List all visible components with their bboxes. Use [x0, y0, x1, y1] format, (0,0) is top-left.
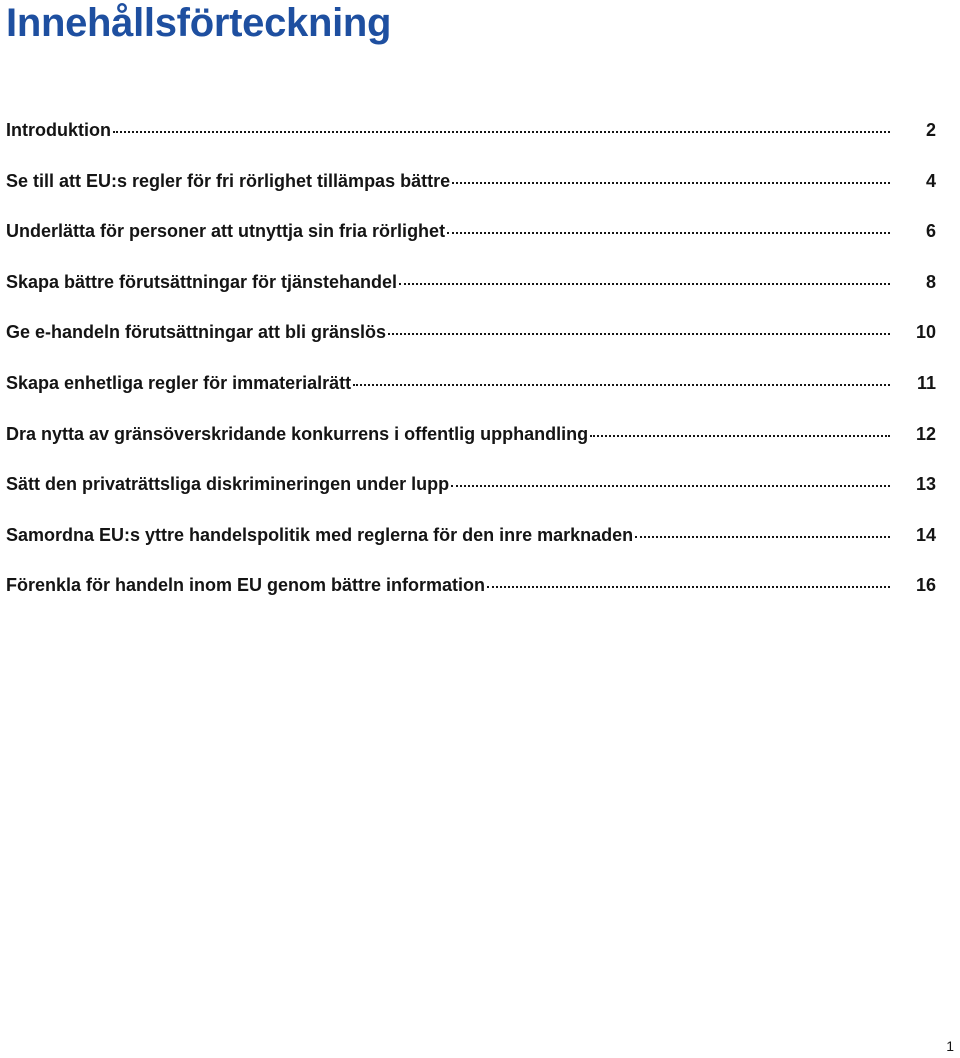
- toc-entry[interactable]: [6, 217, 936, 268]
- page-title: Innehållsförteckning: [6, 1, 392, 45]
- toc-entry-title: Introduktion: [6, 120, 111, 140]
- toc-entry-title: Skapa bättre förutsättningar för tjänstehandel: [6, 271, 398, 292]
- dot-leader: [452, 164, 890, 184]
- toc-entry-page: 10: [915, 322, 936, 343]
- toc-entry[interactable]: [6, 318, 936, 369]
- toc-entry-title: Samordna EU:s yttre handelspolitik med reglerna för den inre marknaden: [6, 524, 634, 545]
- toc-entry-title: Förenkla för handeln inom EU genom bättre information: [6, 575, 486, 596]
- toc-entry-page: 14: [915, 524, 936, 545]
- toc-entry-page: 13: [915, 474, 936, 495]
- toc-entry[interactable]: [6, 470, 936, 521]
- table-of-contents: [6, 116, 936, 622]
- toc-entry-title: Dra nytta av gränsöverskridande konkurrens i offentlig upphandling: [6, 423, 589, 444]
- dot-leader: [635, 518, 890, 538]
- dot-leader: [113, 113, 890, 133]
- toc-entry[interactable]: [6, 116, 936, 167]
- toc-entry-page: 8: [925, 271, 936, 292]
- toc-entry-title: Sätt den privaträttsliga diskrimineringen under lupp: [6, 474, 450, 495]
- toc-entry-page: 11: [916, 372, 936, 393]
- toc-entry-page: 2: [925, 120, 936, 140]
- toc-entry-page: 12: [915, 423, 936, 444]
- toc-entry[interactable]: [6, 521, 936, 572]
- toc-entry[interactable]: [6, 167, 936, 218]
- dot-leader: [590, 417, 890, 437]
- toc-entry-page: 4: [925, 170, 936, 191]
- toc-entry[interactable]: [6, 571, 936, 622]
- dot-leader: [388, 315, 890, 335]
- page-number: 1: [946, 1038, 954, 1054]
- toc-entry-page: 6: [925, 221, 936, 242]
- dot-leader: [353, 366, 890, 386]
- dot-leader: [487, 568, 890, 588]
- toc-entry-title: Underlätta för personer att utnyttja sin fria rörlighet: [6, 221, 446, 242]
- toc-entry-page: 16: [915, 575, 936, 596]
- toc-entry[interactable]: [6, 268, 936, 319]
- toc-entry[interactable]: [6, 420, 936, 471]
- toc-entry-title: Ge e-handeln förutsättningar att bli gränslös: [6, 322, 387, 343]
- toc-entry[interactable]: [6, 369, 936, 420]
- toc-entry-title: Se till att EU:s regler för fri rörlighet tillämpas bättre: [6, 170, 451, 191]
- dot-leader: [451, 467, 890, 487]
- dot-leader: [447, 214, 890, 234]
- toc-entry-title: Skapa enhetliga regler för immaterialrätt: [6, 372, 352, 393]
- dot-leader: [399, 265, 890, 285]
